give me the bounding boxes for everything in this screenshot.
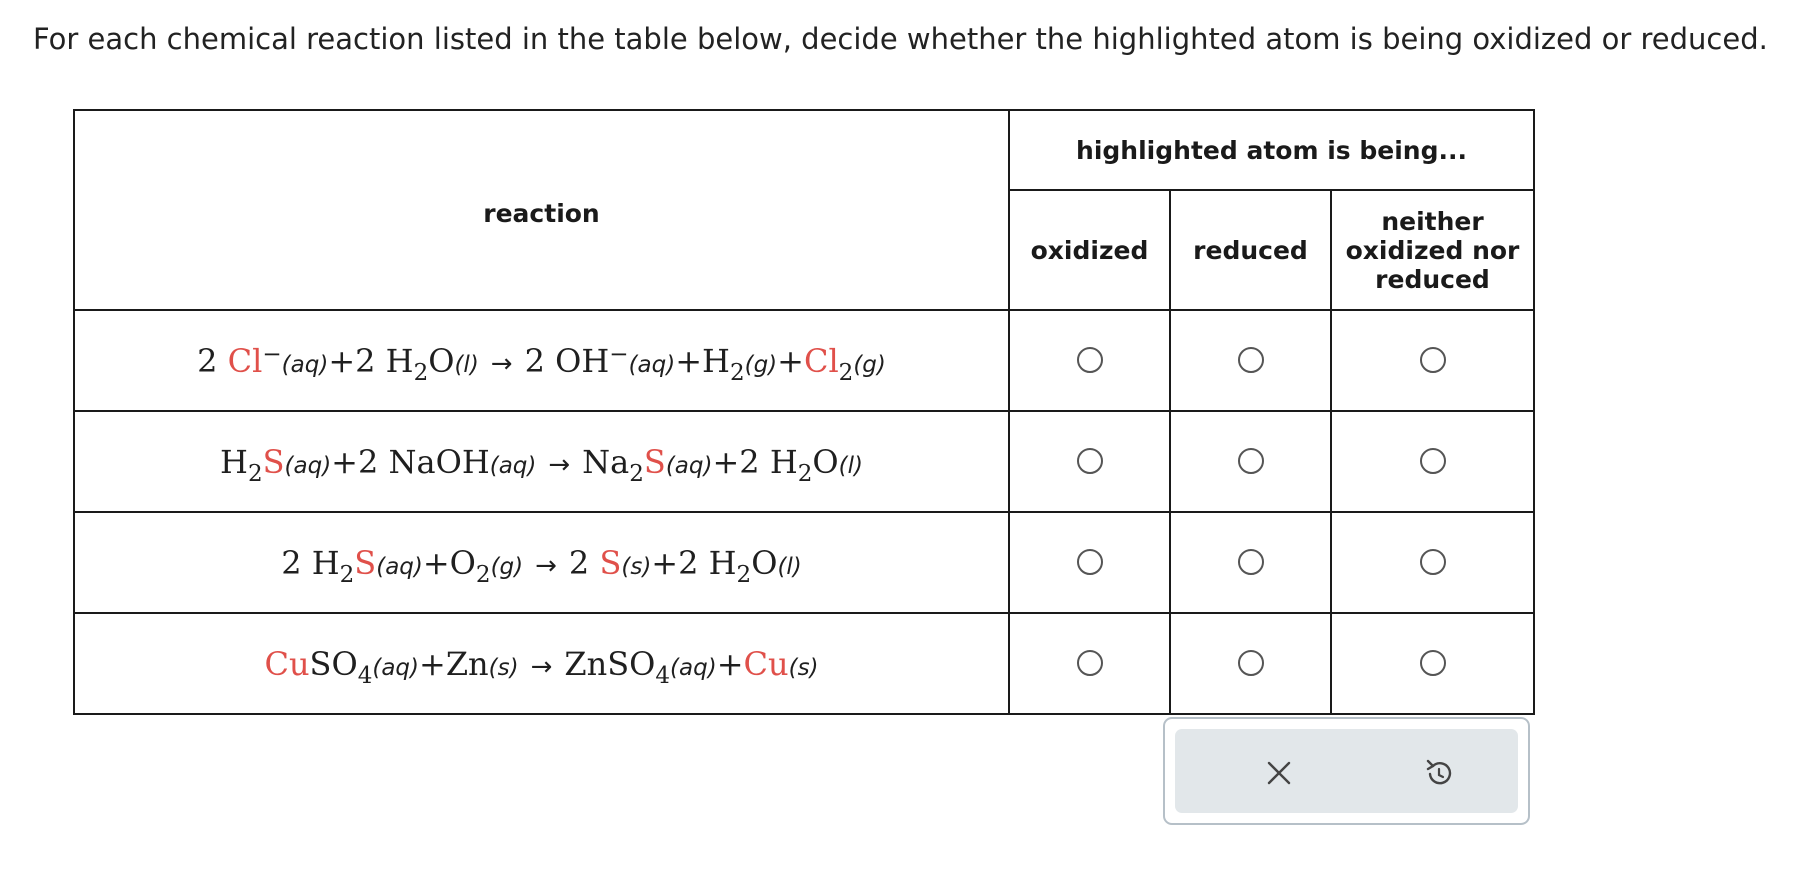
reaction-arrow: → <box>490 348 513 379</box>
answer-group-header: highlighted atom is being... <box>1009 110 1534 190</box>
radio-oxidized[interactable] <box>1077 549 1103 575</box>
cell-reduced <box>1170 310 1331 411</box>
radio-oxidized[interactable] <box>1077 448 1103 474</box>
radio-neither[interactable] <box>1420 347 1446 373</box>
highlighted-atom: S <box>643 442 666 481</box>
reaction-equation: 2 Cl−(aq)+2 $H_2O(l) \to 2$ $OH^-(aq)+H_2(g)+Cl_2(g)$ <box>74 310 1009 411</box>
table-row <box>74 411 1534 512</box>
radio-neither[interactable] <box>1420 448 1446 474</box>
radio-oxidized[interactable] <box>1077 347 1103 373</box>
reset-button[interactable] <box>1415 749 1463 797</box>
reaction-arrow: → <box>530 651 553 682</box>
reaction-equation: $H_2S(aq)+2$ NaOH(aq) → $Na_2S(aq)+2$ $H_2O(l)$ <box>74 411 1009 512</box>
highlighted-atom: Cu <box>743 644 789 683</box>
cell-neither <box>1331 512 1534 613</box>
reaction-table <box>73 109 1535 715</box>
reduced-column-header: reduced <box>1170 190 1331 310</box>
reaction-column-header: reaction <box>74 110 1009 310</box>
radio-neither[interactable] <box>1420 549 1446 575</box>
neither-header-line: reduced <box>1375 264 1490 294</box>
reaction-arrow: → <box>548 449 571 480</box>
highlighted-atom: Cl <box>227 341 263 380</box>
question-prompt: For each chemical reaction listed in the table below, decide whether the highlighted atom is being oxidized or reduced. <box>33 22 1768 56</box>
cell-neither <box>1331 411 1534 512</box>
highlighted-atom: S <box>262 442 285 481</box>
cell-oxidized <box>1009 613 1170 714</box>
radio-reduced[interactable] <box>1238 549 1264 575</box>
table-row <box>74 512 1534 613</box>
highlighted-atom: S <box>354 543 377 582</box>
undo-icon <box>1424 758 1454 788</box>
radio-reduced[interactable] <box>1238 650 1264 676</box>
reaction-equation: 2 $H_2S(aq)+O_2(g) \to 2$ S(s)+2 $H_2O(l)$ <box>74 512 1009 613</box>
cell-oxidized <box>1009 512 1170 613</box>
x-icon <box>1266 760 1292 786</box>
reaction-arrow: → <box>535 550 557 581</box>
cell-reduced <box>1170 512 1331 613</box>
cell-oxidized <box>1009 411 1170 512</box>
cell-neither <box>1331 310 1534 411</box>
cell-neither <box>1331 613 1534 714</box>
radio-neither[interactable] <box>1420 650 1446 676</box>
highlighted-atom: S <box>599 543 622 582</box>
cell-oxidized <box>1009 310 1170 411</box>
highlighted-atom: Cl <box>803 341 839 380</box>
highlighted-atom: Cu <box>264 644 310 683</box>
reaction-equation: CuSO$_4$(aq)+Zn(s) → ZnSO$_4$(aq)+Cu(s) <box>74 613 1009 714</box>
answer-toolbar <box>1163 717 1530 825</box>
cell-reduced <box>1170 613 1331 714</box>
oxidized-column-header: oxidized <box>1009 190 1170 310</box>
toolbar-panel <box>1175 729 1518 813</box>
radio-reduced[interactable] <box>1238 347 1264 373</box>
neither-column-header <box>1331 190 1534 310</box>
clear-button[interactable] <box>1255 749 1303 797</box>
cell-reduced <box>1170 411 1331 512</box>
table-row <box>74 613 1534 714</box>
table-row <box>74 310 1534 411</box>
radio-reduced[interactable] <box>1238 448 1264 474</box>
radio-oxidized[interactable] <box>1077 650 1103 676</box>
neither-header-line: neither <box>1381 206 1484 236</box>
neither-header-line: oxidized nor <box>1345 235 1520 265</box>
